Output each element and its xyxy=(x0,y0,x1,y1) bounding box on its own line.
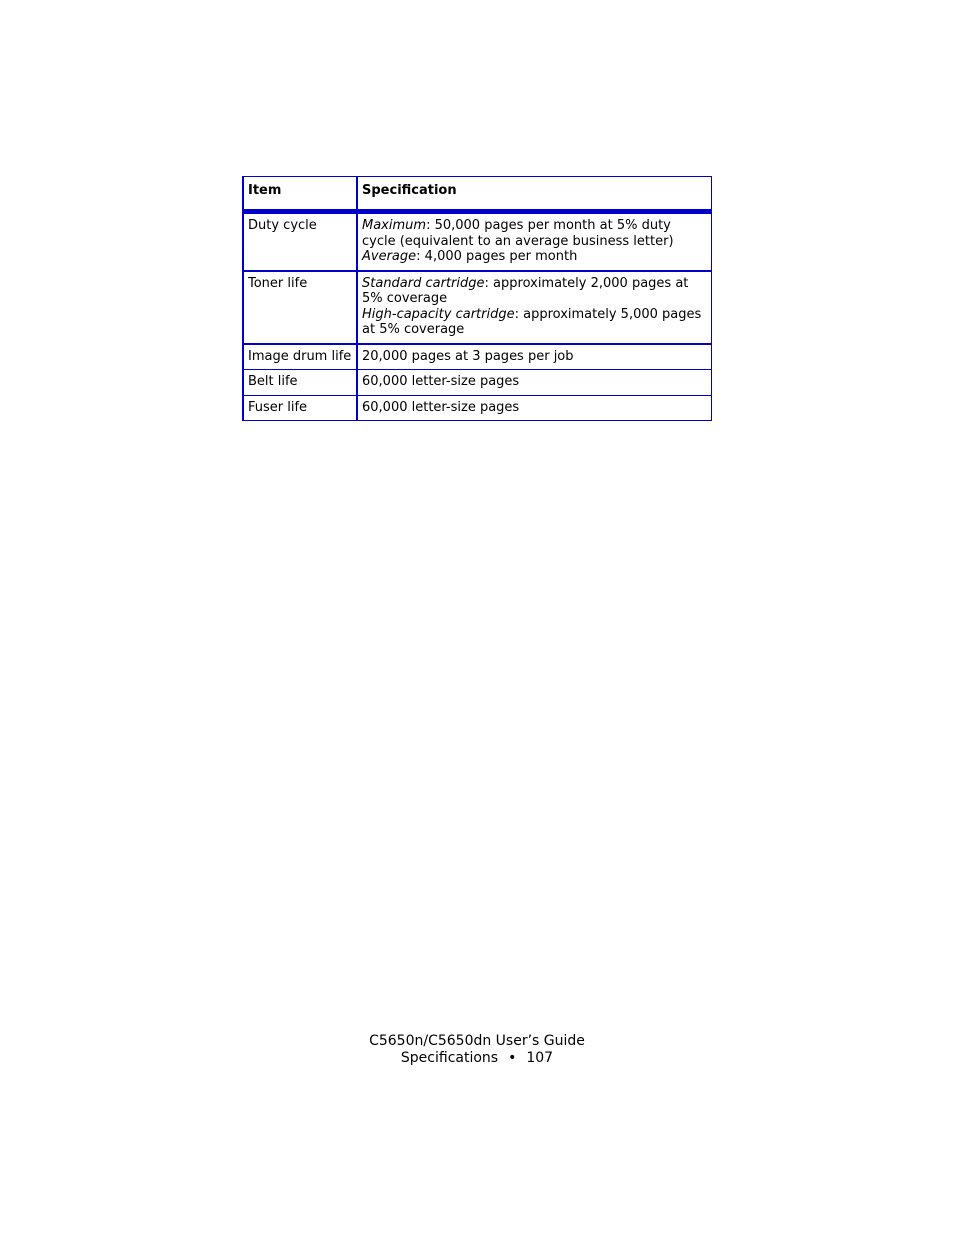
row-spec-belt-life: 60,000 letter-size pages xyxy=(357,370,712,396)
table-row xyxy=(243,212,712,271)
table-row xyxy=(243,395,712,421)
spec-text: : approximately 5,000 pages at 5% coverage xyxy=(362,306,702,337)
section-name: Specifications xyxy=(400,1050,499,1066)
spec-label: Standard cartridge xyxy=(362,275,485,291)
specifications-table xyxy=(242,176,712,421)
row-item-image-drum-life: Image drum life xyxy=(243,344,357,370)
footer-section-line xyxy=(0,1050,954,1067)
row-item-fuser-life: Fuser life xyxy=(243,395,357,421)
spec-label: High-capacity cartridge xyxy=(362,306,515,322)
table-row xyxy=(243,271,712,344)
spec-line xyxy=(362,307,707,338)
spec-text: : 4,000 pages per month xyxy=(416,249,578,264)
table-row xyxy=(243,370,712,396)
table-row xyxy=(243,344,712,370)
spec-line xyxy=(362,249,707,265)
header-item: Item xyxy=(243,177,357,212)
page-footer xyxy=(0,1033,954,1067)
spec-label: Maximum xyxy=(362,218,427,233)
table-header-row xyxy=(243,177,712,212)
row-spec-toner-life xyxy=(357,271,712,344)
row-item-toner-life: Toner life xyxy=(243,271,357,344)
bullet-separator: • xyxy=(508,1050,517,1066)
spec-line xyxy=(362,218,707,249)
page-number: 107 xyxy=(526,1050,554,1066)
header-specification: Specification xyxy=(357,177,712,212)
row-spec-image-drum-life: 20,000 pages at 3 pages per job xyxy=(357,344,712,370)
row-spec-fuser-life: 60,000 letter-size pages xyxy=(357,395,712,421)
spec-text: : approximately 2,000 pages at 5% coverage xyxy=(362,275,689,306)
spec-line xyxy=(362,276,707,307)
spec-label: Average xyxy=(362,249,417,264)
spec-text: : 50,000 pages per month at 5% duty cycle (equivalent to an average business letter) xyxy=(362,218,674,249)
row-item-duty-cycle: Duty cycle xyxy=(243,212,357,271)
row-item-belt-life: Belt life xyxy=(243,370,357,396)
row-spec-duty-cycle xyxy=(357,212,712,271)
guide-title: C5650n/C5650dn User’s Guide xyxy=(369,1033,585,1049)
